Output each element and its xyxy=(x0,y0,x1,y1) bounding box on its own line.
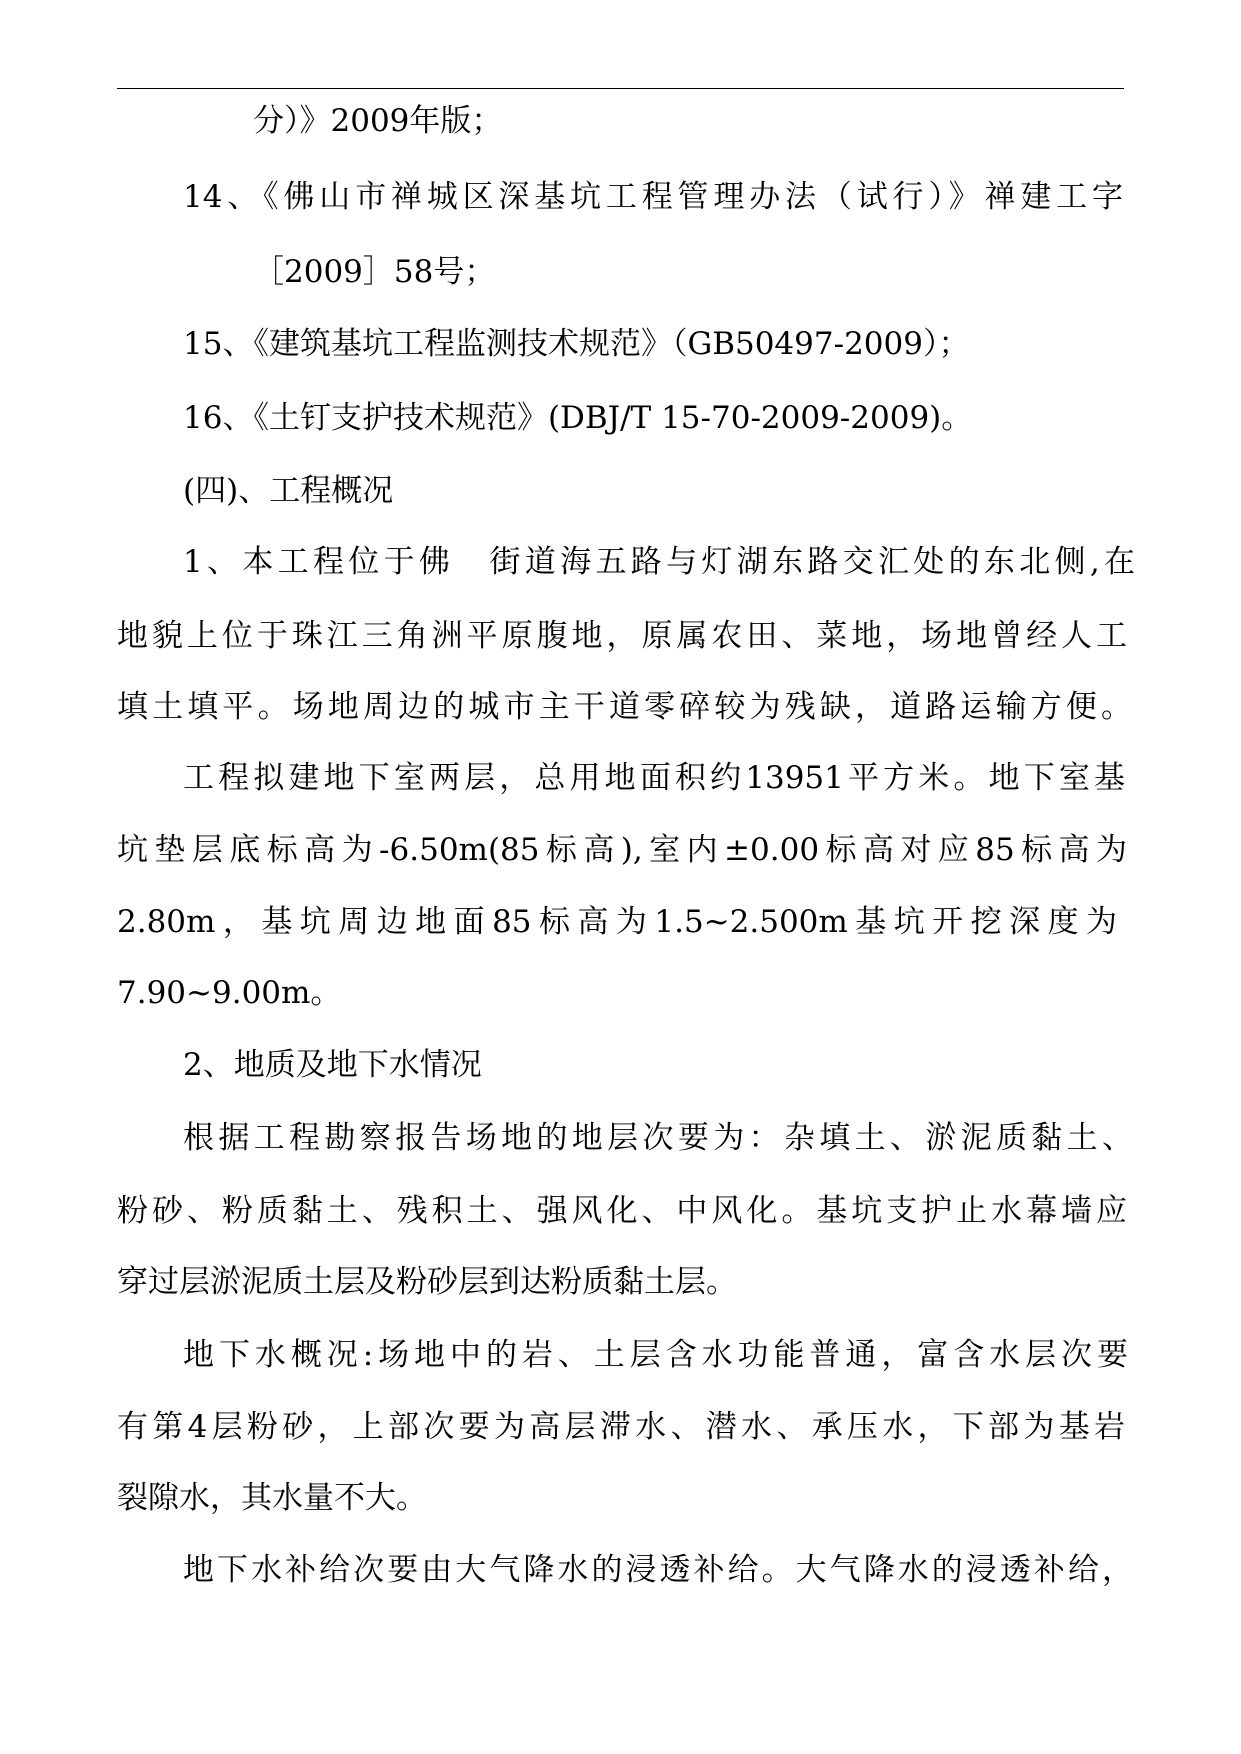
header-rule xyxy=(117,88,1124,89)
subsection-heading: 2、地质及地下水情况 xyxy=(183,1047,482,1083)
text-line-9: 填土填平。场地周边的城市主干道零碎较为残缺，道路运输方便。 xyxy=(117,689,1132,725)
text-line-21: 地下水补给次要由大气降水的浸透补给。大气降水的浸透补给， xyxy=(183,1552,1133,1588)
text-line-3: ［2009］58号； xyxy=(253,254,496,290)
text-line-7: 1、本工程位于佛 街道海五路与灯湖东路交汇处的东北侧,在 xyxy=(183,544,1135,580)
text-line-8: 地貌上位于珠江三角洲平原腹地，原属农田、菜地，场地曾经人工 xyxy=(117,618,1127,654)
text-line-18: 地下水概况:场地中的岩、土层含水功能普通，富含水层次要 xyxy=(183,1337,1128,1373)
text-line-12: 2.80m，基坑周边地面85标高为1.5~2.500m基坑开挖深度为 xyxy=(117,904,1117,940)
text-line-17: 穿过层淤泥质土层及粉砂层到达粉质黏土层。 xyxy=(117,1264,737,1300)
text-line-20: 裂隙水，其水量不大。 xyxy=(117,1480,427,1516)
text-line-16: 粉砂、粉质黏土、残积土、强风化、中风化。基坑支护止水幕墙应 xyxy=(117,1193,1127,1229)
section-heading: (四)、工程概况 xyxy=(183,473,394,509)
text-line-10: 工程拟建地下室两层，总用地面积约13951平方米。地下室基 xyxy=(183,760,1125,796)
text-line-15: 根据工程勘察报告场地的地层次要为：杂填土、淤泥质黏土、 xyxy=(183,1120,1133,1156)
text-line-19: 有第4层粉砂，上部次要为高层滞水、潜水、承压水，下部为基岩 xyxy=(117,1409,1125,1445)
text-line-11: 坑垫层底标高为-6.50m(85标高),室内±0.00标高对应85标高为 xyxy=(117,832,1127,868)
text-line-4: 15、《建筑基坑工程监测技术规范》（GB50497-2009）； xyxy=(183,326,970,362)
text-line-1: 分）》2009年版； xyxy=(253,103,503,139)
text-line-5: 16、《土钉支护技术规范》(DBJ/T 15-70-2009-2009)。 xyxy=(183,400,973,436)
text-line-13: 7.90~9.00m。 xyxy=(117,975,342,1011)
text-line-2: 14、《佛山市禅城区深基坑工程管理办法（试行）》禅建工字 xyxy=(183,179,1123,215)
